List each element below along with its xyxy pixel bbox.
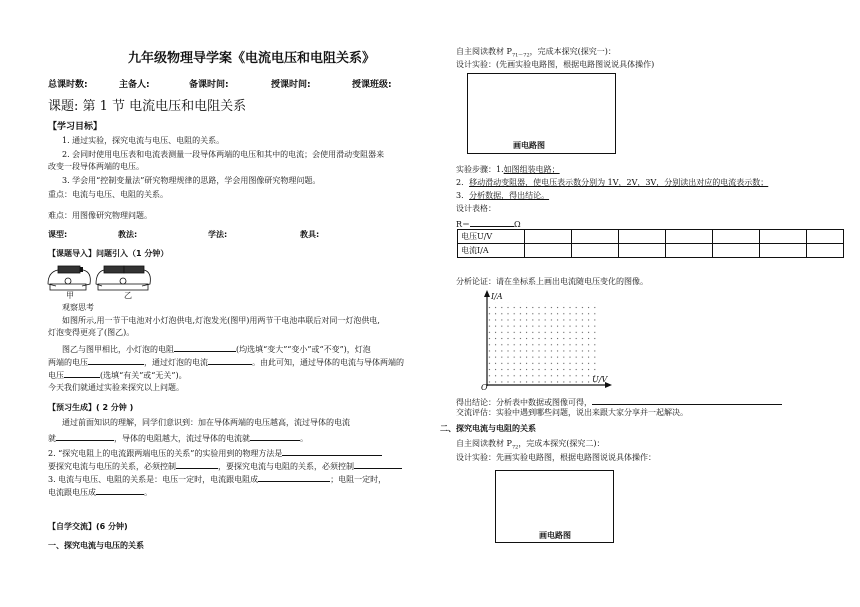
figure-label-jia: 甲 — [66, 291, 74, 300]
table-cell[interactable] — [807, 244, 844, 258]
lesson-title — [48, 99, 246, 115]
table-cell[interactable] — [525, 244, 572, 258]
figure-jia — [48, 266, 90, 290]
goal-2: 2. 会同时使用电压表和电流表测量一段导体两端的电压和其中的电流；会使用滑动变阻器来 — [62, 150, 385, 159]
difficulty: 难点：用图像研究物理问题。 — [48, 211, 152, 220]
preview-line-4 — [48, 459, 402, 472]
text: 移动滑动变阻器，使电压表示数分别为 1V，2V，3V，分别读出对应的电流表示数； — [469, 178, 769, 187]
text: 自主阅读教材 P — [456, 47, 512, 56]
text: 。由此可知，通过导体的电流与导体两端的 — [252, 358, 404, 367]
text: 3． — [456, 191, 470, 200]
intro-paragraph-2b — [48, 355, 404, 368]
table-cell[interactable] — [760, 244, 807, 258]
table-cell[interactable] — [572, 230, 619, 244]
intro-paragraph-1a: 如图所示,用一节干电池对小灯泡供电,灯泡发光(图甲)用两节干电池串联后对同一灯泡供电, — [62, 316, 380, 325]
text: ，完成本探究(探究二)： — [518, 439, 605, 448]
read-textbook-1 — [456, 47, 616, 61]
text: (均选填“变大”“变小”或“不变”)，灯泡 — [236, 345, 371, 354]
table-row — [458, 230, 844, 244]
evaluation-text: 交流评估：实验中遇到哪些问题，说出来跟大家分享并一起解决。 — [456, 408, 688, 417]
exchange-heading: 【自学交流】(6 分钟) — [48, 522, 128, 531]
table-row — [458, 244, 844, 258]
text: 实验步骤：1. — [456, 165, 504, 174]
text: 就 — [48, 434, 56, 443]
text: 。 — [300, 434, 308, 443]
text: 2． — [456, 178, 470, 187]
meta-author: 主备人: — [119, 80, 150, 90]
text: 3. 电流与电压、电阻的关系是：电压一定时，电流跟电阻成 — [48, 475, 259, 484]
lesson-title-text: 课题: 第 1 节 电流电压和电阻关系 — [48, 99, 247, 114]
text: 得出结论：分析表中数据或图像可得， — [456, 398, 592, 407]
read-textbook-2 — [456, 439, 605, 453]
goal-2-cont: 改变一段导体两端的电压。 — [48, 162, 144, 171]
blank-resistance-value[interactable] — [470, 217, 514, 227]
section-2-heading: 二、探究电流与电阻的关系 — [440, 424, 536, 433]
y-axis-label: I/A — [491, 292, 503, 301]
y-axis-arrow — [484, 290, 490, 297]
goal-1: 1. 通过实验，探究电流与电压、电阻的关系。 — [62, 136, 225, 145]
blank-inverse[interactable] — [258, 472, 330, 482]
text: 两端的电压 — [48, 358, 88, 367]
figure-label-yi: 乙 — [124, 291, 132, 300]
text: 分析数据，得出结论。 — [469, 191, 550, 200]
text: R＝ — [456, 220, 471, 229]
battery-bulb-figures — [44, 262, 154, 302]
table-row-label: 电压U/V — [458, 230, 525, 244]
page-number: 72 — [511, 444, 519, 451]
blank-conclusion[interactable] — [592, 395, 782, 405]
intro-heading: 【课题导入】问题引入（1 分钟） — [48, 249, 169, 258]
table-cell[interactable] — [572, 244, 619, 258]
blank-control-2[interactable] — [354, 459, 402, 469]
preview-heading: 【预习生成】( 2 分钟 ) — [48, 403, 134, 412]
text: 图乙与图甲相比，小灯泡的电阻 — [62, 345, 174, 354]
table-cell[interactable] — [807, 230, 844, 244]
origin-label: O — [481, 383, 488, 392]
text: ，通过灯泡的电流 — [144, 358, 208, 367]
text: (选填“有关”或“无关”)。 — [100, 371, 187, 380]
circuit-box-2-caption: 画电路图 — [539, 530, 571, 540]
figure-yi — [96, 266, 150, 290]
blank-control-1[interactable] — [176, 459, 218, 469]
text: 如图组装电路； — [503, 165, 560, 174]
intro-paragraph-2a — [62, 342, 371, 355]
page-range: 71～72 — [511, 52, 530, 59]
preview-line-6 — [48, 485, 152, 498]
text: 2. “探究电阻上的电流跟两端电压的关系”的实验用到的物理方法是 — [48, 449, 283, 458]
text: 。 — [144, 488, 152, 497]
blank-direct[interactable] — [96, 485, 144, 495]
text: 电流跟电压成 — [48, 488, 96, 497]
blank-voltage[interactable] — [88, 355, 144, 365]
design-experiment-2: 设计实验：先画实验电路图，根据电路图说说具体操作： — [456, 453, 656, 462]
table-cell[interactable] — [619, 244, 666, 258]
table-cell[interactable] — [713, 244, 760, 258]
blank-related[interactable] — [64, 368, 100, 378]
experiment-step-2 — [456, 178, 768, 188]
table-cell[interactable] — [525, 230, 572, 244]
design-experiment-1: 设计实验：(先画实验电路图，根据电路图说说具体操作) — [456, 60, 655, 69]
table-cell[interactable] — [760, 230, 807, 244]
preview-line-3 — [48, 446, 382, 459]
meta-class-time: 授课时间: — [271, 80, 311, 90]
intro-paragraph-3: 今天我们就通过实验来探究以上问题。 — [48, 383, 184, 392]
text: 电压 — [48, 371, 64, 380]
meta-class: 授课班级: — [352, 80, 392, 90]
table-row-label: 电流I/A — [458, 244, 525, 258]
meta-prep-time: 备课时间: — [189, 80, 229, 90]
table-cell[interactable] — [666, 230, 713, 244]
doc-title: 九年级物理导学案《电流电压和电阻关系》 — [128, 51, 376, 66]
text: ，完成本探究(探究一)： — [529, 47, 616, 56]
blank-method[interactable] — [282, 446, 382, 456]
meta-total-hours: 总课时数: — [48, 80, 88, 90]
text: ，要探究电流与电阻的关系，必须控制 — [218, 462, 354, 471]
table-cell[interactable] — [713, 230, 760, 244]
goals-heading: 【学习目标】 — [48, 122, 103, 132]
blank-current-less[interactable] — [250, 431, 300, 441]
text: Ω — [514, 220, 521, 229]
key-point: 重点：电流与电压、电阻的关系。 — [48, 190, 168, 199]
analysis-text: 分析论证：请在坐标系上画出电流随电压变化的图像。 — [456, 277, 648, 286]
table-cell[interactable] — [619, 230, 666, 244]
preview-line-1: 通过前面知识的理解，同学们意识到：加在导体两端的电压越高，流过导体的电流 — [62, 418, 350, 427]
preview-line-5 — [48, 472, 386, 485]
text: ，导体的电阻越大，流过导体的电流就 — [114, 434, 250, 443]
data-table — [457, 229, 844, 258]
lesson-type: 课型: — [48, 230, 68, 239]
text: 自主阅读教材 P — [456, 439, 512, 448]
blank-current-more[interactable] — [56, 431, 114, 441]
experiment-step-3 — [456, 191, 549, 201]
goal-3: 3. 学会用“控制变量法”研究物理规律的思路，学会用图像研究物理问题。 — [62, 176, 321, 185]
teaching-method: 教法: — [118, 230, 138, 239]
circuit-box-1-caption: 画电路图 — [513, 140, 545, 150]
x-axis-label: U/V — [592, 375, 608, 384]
preview-line-2 — [48, 431, 308, 444]
learning-method: 学法: — [208, 230, 228, 239]
graph-grid — [488, 302, 598, 384]
experiment-step-1 — [456, 165, 560, 175]
blank-current[interactable] — [208, 355, 252, 365]
text: 要探究电流与电压的关系，必须控制 — [48, 462, 176, 471]
blank-resistance[interactable] — [174, 342, 236, 352]
conclusion-line — [456, 395, 782, 408]
intro-paragraph-2c — [48, 368, 187, 381]
table-label: 设计表格： — [456, 204, 496, 213]
text: ；电阻一定时， — [330, 475, 387, 484]
intro-paragraph-1b: 灯泡变得更亮了(图乙)。 — [48, 328, 135, 337]
observe-label: 观察思考 — [62, 303, 94, 312]
teaching-aids: 教具: — [300, 230, 320, 239]
table-cell[interactable] — [666, 244, 713, 258]
section-1-heading: 一、探究电流与电压的关系 — [48, 541, 144, 550]
